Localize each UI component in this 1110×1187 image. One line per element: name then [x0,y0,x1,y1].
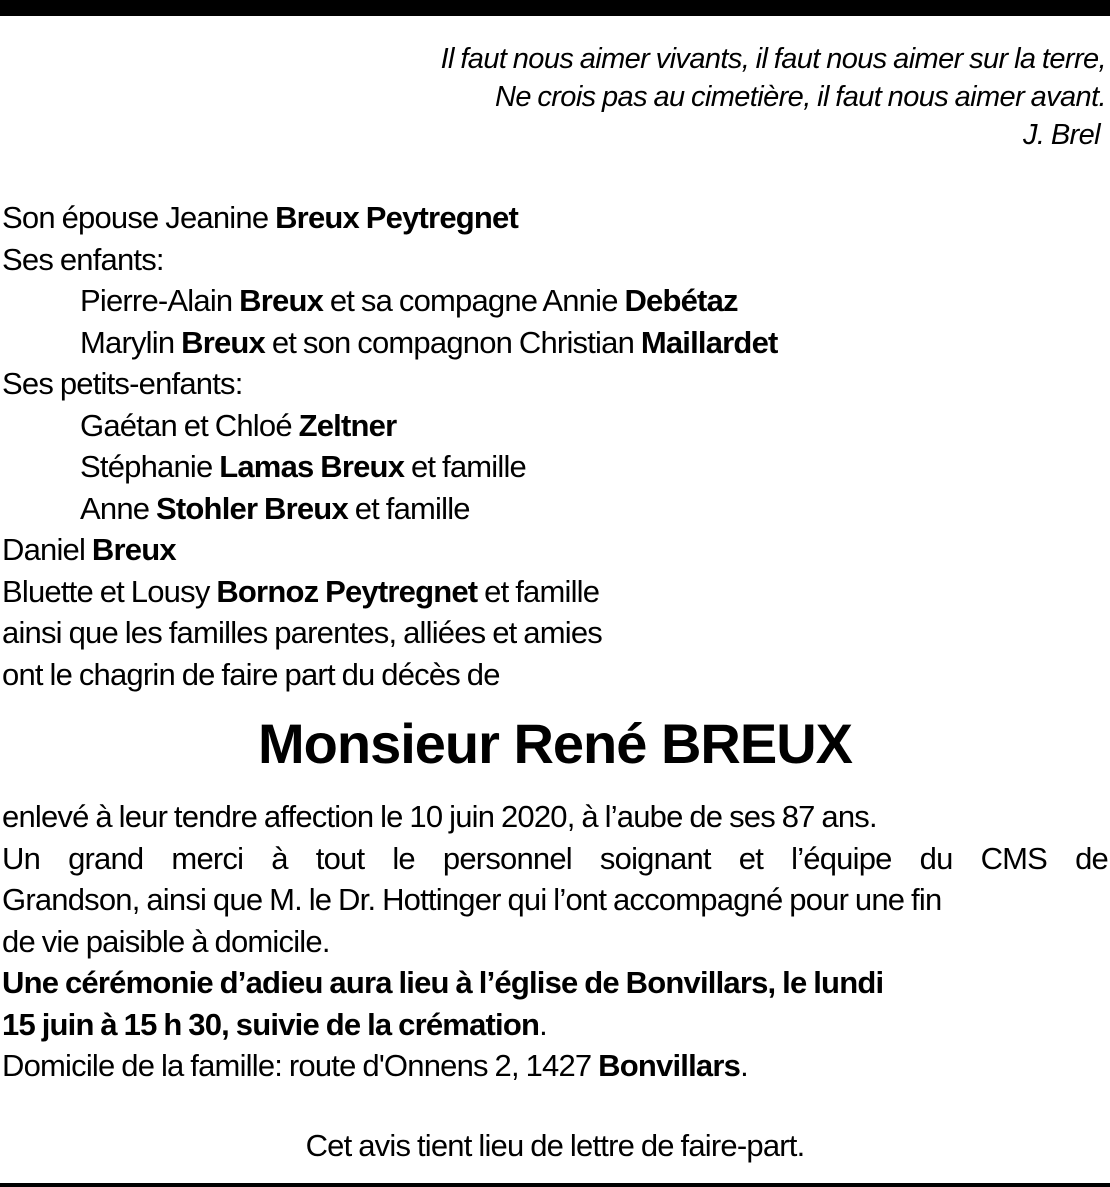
announcement-line: ont le chagrin de faire part du décès de [2,656,500,692]
bottom-rule [0,1183,1110,1187]
epigraph [206,40,1106,154]
address-town: Bonvillars [598,1048,741,1083]
epigraph-line-1: Il faut nous aimer vivants, il faut nous aimer sur la terre, [440,43,1106,75]
relative-line-2 [2,571,1102,613]
deceased-name: Monsieur René BREUX [258,712,852,775]
child-2-mid: et son compagnon Christian [265,324,641,360]
family-list [2,197,1102,695]
grandchild-1-last: Zeltner [298,407,397,443]
child-2-last: Breux [181,324,265,360]
child-1-partner-last: Debétaz [624,283,738,318]
address-end: . [740,1048,748,1083]
epigraph-line-2: Ne crois pas au cimetière, il faut nous aimer avant. [495,81,1106,113]
footer-note: Cet avis tient lieu de lettre de faire-part. [305,1128,805,1163]
ceremony-details: 15 juin à 15 h 30, suivie de la crémation [2,1006,540,1042]
grandchild-line-3 [2,488,1102,530]
thanks-line-3: de vie paisible à domicile. [2,923,330,959]
ceremony-line-1: Une cérémonie d’adieu aura lieu à l’église de Bonvillars, le lundi [2,965,884,1000]
child-line-1 [2,280,1102,322]
child-2-first: Marylin [80,324,182,360]
relative-2-suffix: et famille [477,573,600,609]
relatives-line: ainsi que les familles parentes, alliées et amies [2,615,602,650]
children-heading: Ses enfants: [2,241,164,277]
ceremony-line-2 [2,1004,1108,1046]
child-2-partner-last: Maillardet [640,324,778,360]
spouse-prefix: Son épouse Jeanine [2,200,276,235]
grandchild-3-suffix: et famille [347,490,470,526]
grandchildren-heading: Ses petits-enfants: [2,366,243,401]
grandchild-line-1 [2,405,1102,447]
grandchild-2-first: Stéphanie [80,449,220,484]
relative-1-first: Daniel [2,532,92,567]
grandchild-1-first: Gaétan et Chloé [80,407,299,443]
death-line: enlevé à leur tendre affection le 10 juin 2020, à l’aube de ses 87 ans. [2,799,877,834]
address-line [2,1045,1108,1087]
grandchild-line-2 [2,446,1102,488]
notice-body [2,796,1108,1087]
relative-2-first: Bluette et Lousy [2,573,217,609]
spouse-name: Breux Peytregnet [275,200,518,235]
relative-2-last: Bornoz Peytregnet [216,573,478,609]
spouse-line [2,197,1102,239]
relative-line-1 [2,529,1102,571]
grandchild-2-suffix: et famille [404,449,526,484]
grandchild-3-first: Anne [80,490,157,526]
child-1-last: Breux [239,283,324,318]
grandchild-2-last: Lamas Breux [219,449,405,484]
child-line-2 [2,322,1102,364]
child-1-mid: et sa compagne Annie [323,283,625,318]
thanks-line-2: Grandson, ainsi que M. le Dr. Hottinger qui l’ont accompagné pour une fin [2,882,942,917]
top-rule [0,0,1110,16]
child-1-first: Pierre-Alain [80,283,240,318]
thanks-line-1: Un grand merci à tout le personnel soignant et l’équipe du CMS de [2,840,1108,876]
address-prefix: Domicile de la famille: route d'Onnens 2, 1427 [2,1048,599,1083]
relative-1-last: Breux [91,532,176,567]
grandchild-3-last: Stohler Breux [156,490,348,526]
ceremony-end: . [539,1006,547,1042]
epigraph-author: J. Brel [1023,119,1100,151]
